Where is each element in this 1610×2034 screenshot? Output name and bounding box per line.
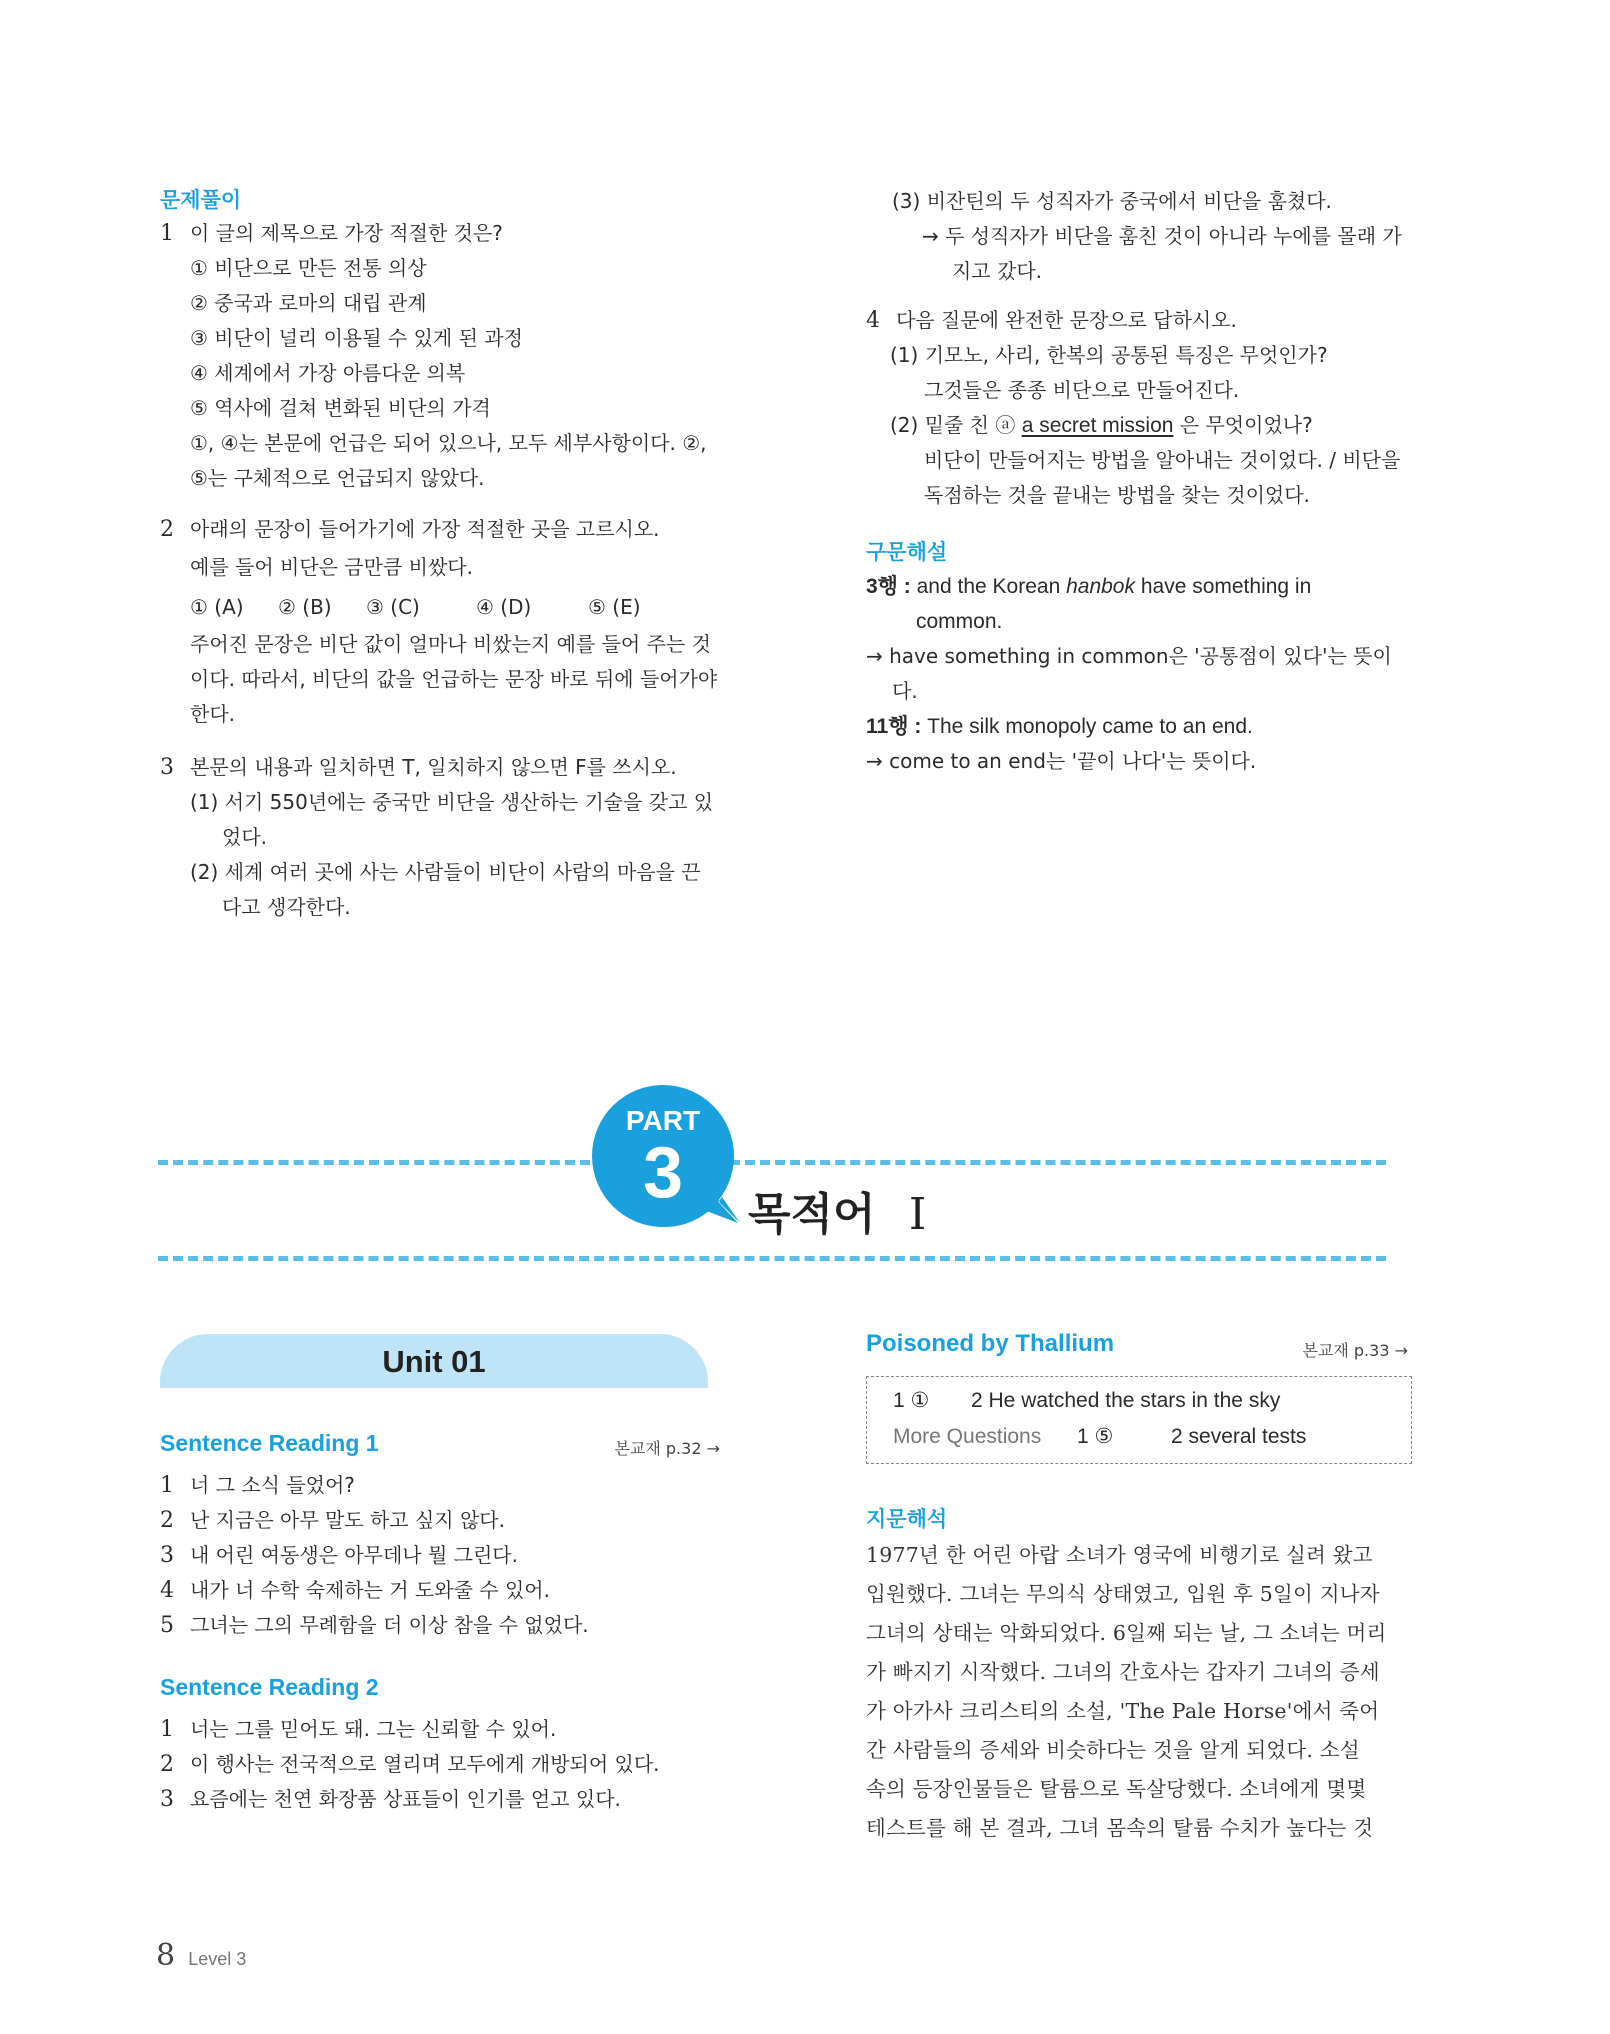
q1-option: ③ 비단이 널리 이용될 수 있게 된 과정: [190, 326, 523, 350]
q2-choices: [160, 587, 720, 627]
translation-line: 가 빠지기 시작했다. 그녀의 간호사는 갑자기 그녀의 증세: [866, 1660, 1380, 1684]
syntax-text: The silk monopoly came to an end.: [921, 715, 1253, 738]
sentence-reading-1: [160, 1430, 720, 1643]
page-footer: [156, 1938, 246, 1973]
q1-number: 1: [160, 221, 174, 246]
q4-2-answer-cont: 독점하는 것을 끝내는 방법을 찾는 것이었다.: [924, 483, 1310, 507]
q4-2-suffix: 은 무엇이었나?: [1173, 413, 1313, 437]
sentence-reading-1-heading: Sentence Reading 1: [160, 1430, 379, 1456]
item-number: 3: [160, 1543, 174, 1568]
left-top-column: [160, 184, 720, 925]
part-title: [748, 1178, 926, 1242]
q2-number: 2: [160, 517, 174, 542]
item-number: 5: [160, 1613, 174, 1638]
textbook-page-ref: 본교재 p.32 →: [614, 1439, 720, 1458]
unit-banner: [160, 1334, 708, 1388]
item-number: 1: [160, 1473, 174, 1498]
syntax-text: have something in: [1135, 575, 1312, 598]
syntax-text: and the Korean: [910, 575, 1067, 598]
syntax-note: → have something in common은 '공통점이 있다'는 뜻이: [866, 644, 1392, 668]
q3-3-item: (3) 비잔틴의 두 성직자가 중국에서 비단을 훔쳤다.: [892, 189, 1332, 213]
syntax-line-label: 11행 :: [866, 715, 922, 738]
right-top-column: [866, 184, 1426, 779]
level-label: Level 3: [188, 1949, 247, 1969]
q1-text: 이 글의 제목으로 가장 적절한 것은?: [190, 221, 503, 245]
list-item: 내 어린 여동생은 아무데나 뭘 그린다.: [190, 1543, 518, 1567]
translation-line: 테스트를 해 본 결과, 그녀 몸속의 탈륨 수치가 높다는 것: [866, 1816, 1374, 1840]
q4-2-question: [866, 408, 1426, 443]
translation-heading: 지문해석: [866, 1507, 948, 1531]
poisoned-section: [866, 1330, 1414, 1848]
list-item: 그녀는 그의 무례함을 더 이상 참을 수 없었다.: [190, 1613, 589, 1637]
q2-choice: ⑤ (E): [588, 595, 641, 619]
poisoned-heading: Poisoned by Thallium: [866, 1330, 1115, 1357]
q2-choice: ③ (C): [366, 595, 420, 619]
item-number: 4: [160, 1578, 174, 1603]
question-3: [160, 750, 720, 925]
answer-box: [866, 1376, 1412, 1464]
list-item: 내가 너 수학 숙제하는 거 도와줄 수 있어.: [190, 1578, 550, 1602]
q1-explanation: ⑤는 구체적으로 언급되지 않았다.: [190, 466, 485, 490]
translation-paragraph: [866, 1536, 1414, 1848]
more-questions-label: More Questions: [893, 1425, 1042, 1448]
syntax-line-label: 3행 :: [866, 575, 911, 598]
syntax-note-cont: 다.: [892, 679, 918, 703]
unit-title: Unit 01: [382, 1344, 486, 1379]
part-title-text: 목적어: [748, 1189, 876, 1240]
translation-line: 1977년 한 어린 아랍 소녀가 영국에 비행기로 실려 왔고: [866, 1543, 1373, 1567]
q4-number: 4: [866, 308, 880, 333]
translation-line: 간 사람들의 증세와 비슷하다는 것을 알게 되었다. 소설: [866, 1738, 1360, 1762]
q3-item: (1) 서기 550년에는 중국만 비단을 생산하는 기술을 갖고 있: [190, 790, 714, 814]
q4-2-prefix: (2) 밑줄 친 ⓐ: [890, 413, 1022, 437]
q4-2-answer: 비단이 만들어지는 방법을 알아내는 것이었다. / 비단을: [924, 448, 1401, 472]
syntax-line: [866, 709, 1426, 744]
q1-option: ⑤ 역사에 걸쳐 변화된 비단의 가격: [190, 396, 491, 420]
q2-sentence: 예를 들어 비단은 금만큼 비쌌다.: [190, 555, 473, 579]
list-item: 요즘에는 천연 화장품 상표들이 인기를 얻고 있다.: [190, 1787, 621, 1811]
q3-text: 본문의 내용과 일치하면 T, 일치하지 않으면 F를 쓰시오.: [190, 755, 677, 779]
textbook-page-ref: 본교재 p.33 →: [1302, 1341, 1408, 1360]
list-item: 이 행사는 전국적으로 열리며 모두에게 개방되어 있다.: [190, 1752, 660, 1776]
list-item: 너는 그를 믿어도 돼. 그는 신뢰할 수 있어.: [190, 1717, 557, 1741]
q3-item-cont: 었다.: [222, 825, 267, 849]
q1-explanation: ①, ④는 본문에 언급은 되어 있으나, 모두 세부사항이다. ②,: [190, 431, 707, 455]
part-badge: [592, 1085, 734, 1227]
q4-1-question: (1) 기모노, 사리, 한복의 공통된 특징은 무엇인가?: [890, 343, 1328, 367]
question-2: [160, 512, 720, 732]
q1-option: ④ 세계에서 가장 아름다운 의복: [190, 361, 466, 385]
divider-dashed: [730, 1160, 1386, 1165]
q4-1-answer: 그것들은 종종 비단으로 만들어진다.: [924, 378, 1240, 402]
question-1: [160, 216, 720, 496]
more-answer-2: 2 several tests: [1171, 1425, 1307, 1448]
page-number: 8: [156, 1938, 176, 1973]
syntax-italic: hanbok: [1066, 575, 1135, 598]
q2-explanation: 주어진 문장은 비단 값이 얼마나 비쌌는지 예를 들어 주는 것: [190, 632, 711, 656]
q2-choice: ① (A): [190, 595, 244, 619]
item-number: 2: [160, 1508, 174, 1533]
part-roman-numeral: I: [908, 1189, 927, 1240]
answer-1: 1 ①: [893, 1389, 930, 1412]
sentence-reading-2-heading: Sentence Reading 2: [160, 1674, 379, 1700]
q2-explanation: 한다.: [190, 702, 235, 726]
q1-option: ② 중국과 로마의 대립 관계: [190, 291, 427, 315]
q1-option: ① 비단으로 만든 전통 의상: [190, 256, 427, 280]
more-answer-1: 1 ⑤: [1077, 1425, 1114, 1448]
item-number: 3: [160, 1787, 174, 1812]
list-item: 난 지금은 아무 말도 하고 싶지 않다.: [190, 1508, 505, 1532]
divider-dashed: [158, 1256, 1386, 1261]
sentence-reading-2: [160, 1674, 720, 1817]
divider-dashed: [158, 1160, 590, 1165]
translation-line: 속의 등장인물들은 탈륨으로 독살당했다. 소녀에게 몇몇: [866, 1777, 1367, 1801]
syntax-line: [866, 569, 1426, 604]
answer-2: 2 He watched the stars in the sky: [971, 1389, 1281, 1412]
item-number: 2: [160, 1752, 174, 1777]
q4-2-underlined: a secret mission: [1021, 414, 1174, 437]
translation-line: 입원했다. 그녀는 무의식 상태였고, 입원 후 5일이 지나자: [866, 1582, 1380, 1606]
list-item: 너 그 소식 들었어?: [190, 1473, 355, 1497]
q2-choice: ② (B): [278, 595, 332, 619]
q3-3-answer-cont: 지고 갔다.: [952, 259, 1042, 283]
item-number: 1: [160, 1717, 174, 1742]
q3-item-cont: 다고 생각한다.: [222, 895, 351, 919]
question-4: [866, 303, 1426, 513]
q3-number: 3: [160, 755, 174, 780]
q3-3-answer: → 두 성직자가 비단을 훔친 것이 아니라 누에를 몰래 가: [922, 224, 1402, 248]
syntax-line-cont: common.: [916, 610, 1003, 633]
problem-solving-heading: 문제풀이: [160, 188, 242, 212]
q3-item: (2) 세계 여러 곳에 사는 사람들이 비단이 사람의 마음을 끈: [190, 860, 701, 884]
part-number: 3: [642, 1133, 684, 1213]
syntax-note: → come to an end는 '끝이 나다'는 뜻이다.: [866, 749, 1257, 773]
translation-line: 그녀의 상태는 악화되었다. 6일째 되는 날, 그 소녀는 머리: [866, 1621, 1387, 1645]
more-questions-line: [893, 1419, 1385, 1455]
q2-choice: ④ (D): [476, 595, 532, 619]
q2-text: 아래의 문장이 들어가기에 가장 적절한 곳을 고르시오.: [190, 517, 660, 541]
syntax-heading: 구문해설: [866, 540, 948, 564]
answer-line: [893, 1383, 1385, 1419]
q2-explanation: 이다. 따라서, 비단의 값을 언급하는 문장 바로 뒤에 들어가야: [190, 667, 718, 691]
translation-line: 가 아가사 크리스티의 소설, 'The Pale Horse'에서 죽어: [866, 1699, 1380, 1723]
part-label: PART: [625, 1105, 701, 1136]
q4-text: 다음 질문에 완전한 문장으로 답하시오.: [896, 308, 1237, 332]
